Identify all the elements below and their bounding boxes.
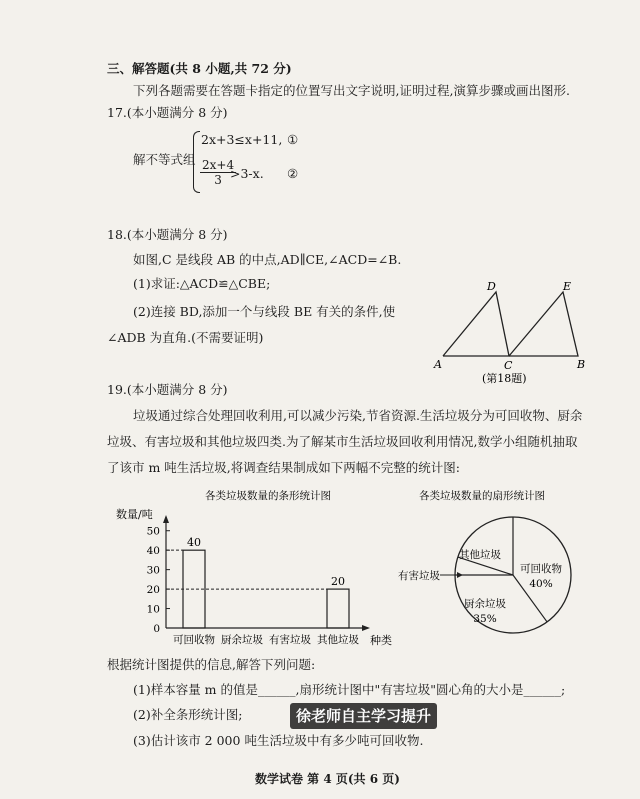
q18-part2a: (2)连接 BD,添加一个与线段 BE 有关的条件,使 — [133, 304, 396, 319]
bar — [327, 589, 349, 628]
bar-chart-ylabel: 数量/吨 — [116, 508, 153, 521]
pie-chart-labels — [398, 548, 562, 625]
fraction-numerator: 2x+4 — [202, 158, 235, 172]
q17-mark-1: ① — [287, 132, 299, 147]
q19-heading: 19.(本小题满分 8 分) — [107, 382, 228, 397]
q17-heading: 17.(本小题满分 8 分) — [107, 105, 228, 120]
pie-label-hazardous: 有害垃圾 — [398, 570, 440, 582]
system-brace — [193, 131, 200, 193]
triangle-cbe — [509, 292, 578, 356]
bar-data-label: 20 — [331, 575, 345, 589]
pie-chart-title: 各类垃圾数量的扇形统计图 — [419, 490, 545, 502]
label-e: E — [563, 280, 572, 293]
q17-prompt: 解不等式组 — [133, 152, 196, 167]
section-instruction: 下列各题需要在答题卡指定的位置写出文字说明,证明过程,演算步骤或画出图形. — [133, 83, 570, 98]
category-label: 有害垃圾 — [269, 634, 311, 646]
page-footer: 数学试卷 第 4 页(共 6 页) — [255, 772, 400, 786]
figure-caption: (第18题) — [482, 372, 527, 385]
pie-label-other: 其他垃圾 — [459, 549, 501, 561]
q18-line1: 如图,C 是线段 AB 的中点,AD∥CE,∠ACD=∠B. — [133, 252, 402, 267]
q19-sub2: (2)补全条形统计图; — [133, 707, 243, 722]
pie-value-kitchen: 35% — [473, 613, 497, 625]
label-b: B — [577, 358, 586, 371]
label-a: A — [434, 358, 442, 371]
q19-sub1: (1)样本容量 m 的值是______,扇形统计图中"有害垃圾"圆心角的大小是______; — [133, 682, 566, 697]
q18-heading: 18.(本小题满分 8 分) — [107, 227, 228, 242]
section-header: 三、解答题(共 8 小题,共 72 分) — [107, 61, 292, 76]
y-tick-label: 10 — [146, 603, 160, 616]
q19-sub3: (3)估计该市 2 000 吨生活垃圾中有多少吨可回收物. — [133, 733, 424, 748]
q18-part1: (1)求证:△ACD≌△CBE; — [133, 276, 271, 291]
bar-chart — [110, 485, 400, 650]
bar-chart-title: 各类垃圾数量的条形统计图 — [205, 490, 331, 502]
triangle-acd — [443, 292, 509, 356]
label-d: D — [487, 280, 496, 293]
category-label: 可回收物 — [173, 634, 215, 646]
q17-inequality-2: >3-x. — [230, 166, 264, 181]
y-tick-label: 0 — [153, 623, 160, 635]
bar-chart-xlabel: 种类 — [370, 634, 392, 647]
bar-chart-bars — [166, 536, 349, 628]
bar-chart-axes — [163, 515, 370, 631]
category-label: 厨余垃圾 — [221, 634, 263, 646]
category-label: 其他垃圾 — [317, 634, 359, 646]
pie-value-recyclable: 40% — [529, 578, 553, 590]
q19-paragraph-1: 垃圾通过综合处理回收利用,可以减少污染,节省资源.生活垃圾分为可回收物、厨余 — [133, 408, 583, 423]
bar-chart-categories — [173, 633, 359, 646]
y-tick-label: 20 — [146, 584, 160, 597]
watermark-overlay: 徐老师自主学习提升 — [290, 703, 437, 729]
y-tick-label: 30 — [146, 564, 160, 577]
x-axis-arrow — [362, 625, 370, 631]
y-axis-arrow — [163, 515, 169, 523]
fraction-denominator: 3 — [214, 173, 222, 187]
q18-part2b: ∠ADB 为直角.(不需要证明) — [107, 330, 264, 345]
pie-label-kitchen: 厨余垃圾 — [464, 598, 506, 610]
q19-paragraph-2: 垃圾、有害垃圾和其他垃圾四类.为了解某市生活垃圾回收利用情况,数学小组随机抽取 — [107, 434, 578, 449]
bar-data-label: 40 — [187, 536, 201, 550]
q18-triangle-figure — [430, 276, 595, 386]
q17-mark-2: ② — [287, 166, 299, 181]
q19-paragraph-3: 了该市 m 吨生活垃圾,将调查结果制成如下两幅不完整的统计图: — [107, 460, 460, 475]
y-tick-label: 40 — [146, 545, 160, 558]
q17-inequality-1: 2x+3≤x+11, — [201, 132, 283, 147]
y-tick-label: 50 — [146, 525, 160, 538]
pie-chart — [385, 485, 585, 650]
pie-label-recyclable: 可回收物 — [520, 563, 562, 575]
label-c: C — [504, 359, 513, 372]
pie-pointer-arrow — [457, 572, 463, 578]
q19-after-text: 根据统计图提供的信息,解答下列问题: — [107, 657, 316, 672]
